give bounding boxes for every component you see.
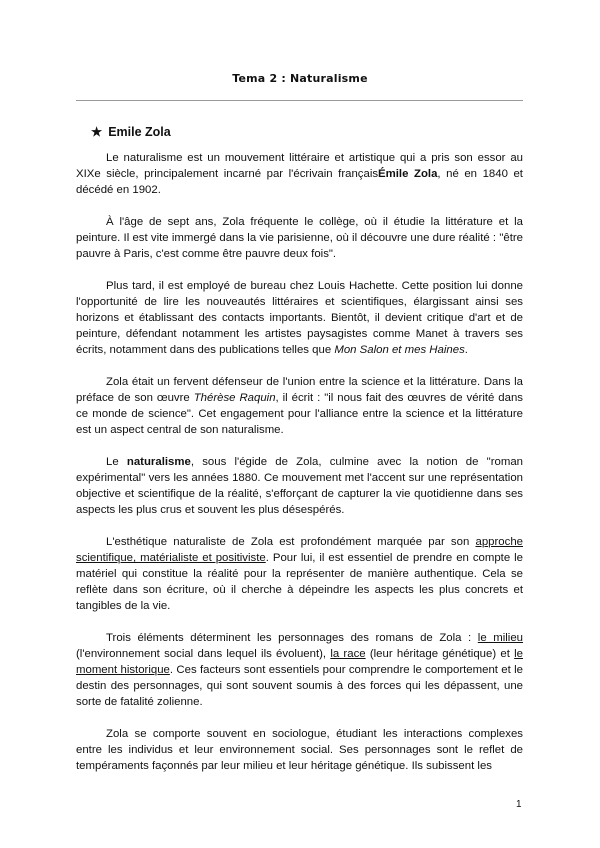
body-text [76, 150, 523, 790]
paragraph-3 [76, 278, 523, 358]
paragraph-1 [76, 150, 523, 198]
paragraph-8 [76, 726, 523, 774]
section-heading-text: Emile Zola [108, 125, 171, 139]
p7-text-3: (leur héritage génétique) et [369, 648, 510, 660]
p3-text-end: . [464, 344, 468, 356]
p7-underlined-milieu: le milieu [477, 632, 523, 644]
p5-text-end: , sous l'égide de Zola, culmine avec la notion de "roman expérimental" vers les années 1880. Ce mouvement met l'accent sur une représentation objective et scientifique de la réalité, s'efforçant de capturer la vie quotidienne dans ses aspects les plus crus et souvent les plus désespérés. [76, 456, 523, 516]
p4-text-end: , il écrit : "il nous fait des œuvres de vérité dans ce monde de science". Cet engagement pour l'alliance entre la science et la littérature est un aspect central de son naturalisme. [76, 392, 523, 436]
p7-underlined-moment: le moment historique [76, 648, 523, 676]
paragraph-5 [76, 454, 523, 518]
paragraph-6 [76, 534, 523, 614]
section-heading [91, 124, 171, 139]
p8-text: Zola se comporte souvent en sociologue, étudiant les interactions complexes entre les individus et leur environnement social. Ses personnages sont le reflet de tempéraments façonnés par leur milieu et leur héritage génétique. Ils subissent les [76, 728, 523, 772]
paragraph-2 [76, 214, 523, 262]
p4-text: Zola était un fervent défenseur de l'union entre la science et la littérature. Dans la préface de son œuvre [76, 376, 523, 404]
p1-text: Le naturalisme est un mouvement littéraire et artistique qui a pris son essor au XIXe siècle, principalement incarné par l'écrivain français [76, 152, 523, 180]
paragraph-4 [76, 374, 523, 438]
star-icon: ★ [91, 125, 103, 139]
p3-italic-title: Mon Salon et mes Haines [334, 344, 465, 356]
p7-text-end: . Ces facteurs sont essentiels pour comprendre le comportement et le destin des personnages, qui sont souvent soumis à des forces qui les dépassent, une sorte de fatalité zolienne. [76, 664, 523, 708]
p6-underlined-phrase: approche scientifique, matérialiste et positiviste [76, 536, 523, 564]
p4-italic-title: Thérèse Raquin [193, 392, 276, 404]
p2-text: À l'âge de sept ans, Zola fréquente le collège, où il étudie la littérature et la peinture. Il est vite immergé dans la vie parisienne, où il découvre une dure réalité : "être pauvre à Paris, c'est comme être pauvre deux fois". [76, 216, 523, 260]
p7-underlined-race: la race [330, 648, 366, 660]
p1-text-end: , né en 1840 et décédé en 1902. [76, 168, 523, 196]
p7-text-2: (l'environnement social dans lequel ils évoluent), [76, 648, 327, 660]
p1-bold-name: Émile Zola [378, 168, 438, 180]
p7-text: Trois éléments déterminent les personnages des romans de Zola : [106, 632, 472, 644]
paragraph-7 [76, 630, 523, 710]
header-rule [76, 100, 523, 101]
page-title: Tema 2 : Naturalisme [232, 72, 368, 85]
p5-text: Le [106, 456, 119, 468]
p6-text: L'esthétique naturaliste de Zola est profondément marquée par son [106, 536, 470, 548]
p3-text: Plus tard, il est employé de bureau chez Louis Hachette. Cette position lui donne l'opportunité de lire les nouveautés littéraires et scientifiques, élargissant ainsi ses horizons et établissant des contacts importants. Bientôt, il devient critique d'art et de peinture, défendant notamment les artistes paysagistes comme Manet à travers ses écrits, notamment dans des publications telles que [76, 280, 523, 356]
page-number: 1 [516, 799, 522, 810]
p5-bold-term: naturalisme [126, 456, 191, 468]
p6-text-end: . Pour lui, il est essentiel de prendre en compte le matériel qui constitue la réalité pour la représenter de manière authentique. Cela se reflète dans son écriture, où il cherche à dépeindre les aspects les plus concrets et tangibles de la vie. [76, 552, 523, 612]
